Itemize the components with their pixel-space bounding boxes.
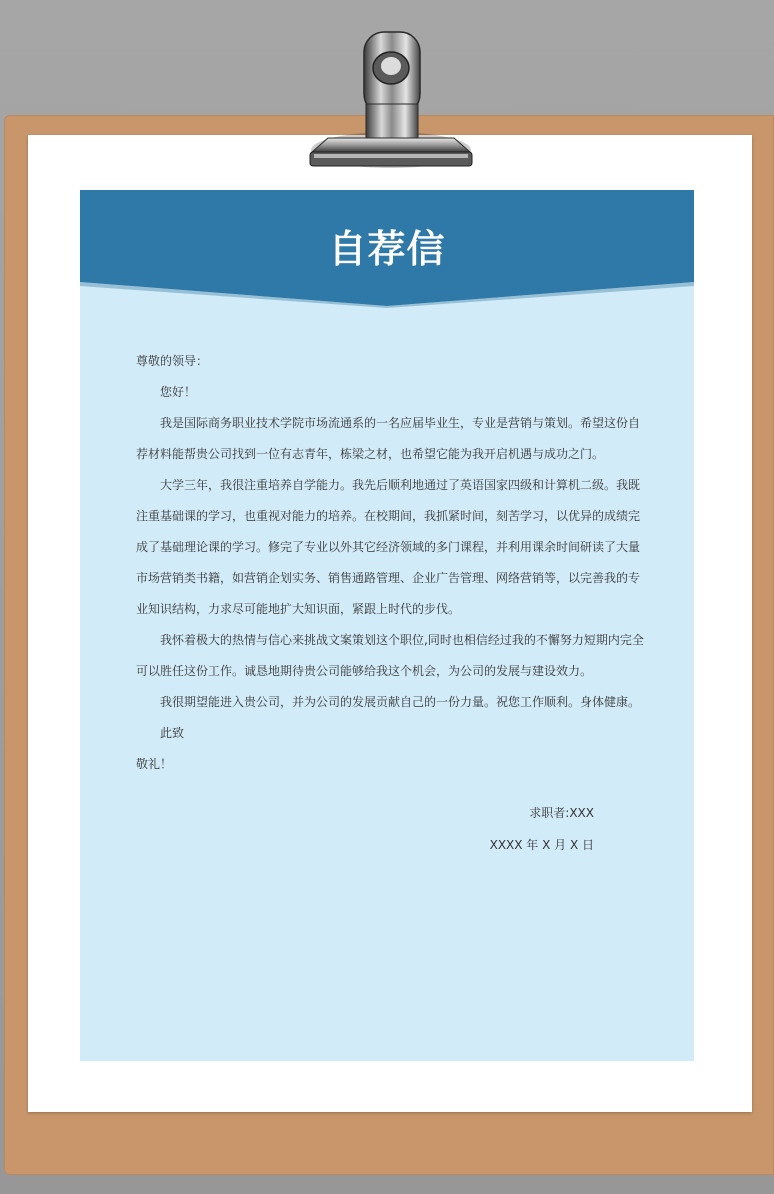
closing-2: 敬礼！ [136, 757, 173, 771]
letter-title: 自荐信 [328, 227, 446, 271]
clipboard-board [4, 115, 774, 1175]
paper-sheet [28, 135, 752, 1112]
date: XXXX 年 X 月 X 日 [489, 838, 594, 852]
greeting: 您好！ [160, 385, 197, 399]
salutation: 尊敬的领导： [136, 354, 209, 368]
cover-letter [80, 190, 694, 1061]
binder-clip-icon [306, 28, 476, 176]
paragraph-1: 我是国际商务职业技术学院市场流通系的一名应届毕业生，专业是营销与策划。希望这份自荐材料能帮贵公司找到一位有志青年，栋梁之材，也希望它能为我开启机遇与成功之门。 [136, 416, 641, 461]
paragraph-3: 我怀着极大的热情与信心来挑战文案策划这个职位,同时也相信经过我的不懈努力短期内完全可以胜任这份工作。诚恳地期待贵公司能够给我这个机会，为公司的发展与建设效力。 [136, 633, 644, 678]
closing-1: 此致 [160, 726, 185, 740]
letter-body [136, 346, 646, 780]
signer: 求职者:XXX [529, 806, 594, 820]
paragraph-4: 我很期望能进入贵公司，并为公司的发展贡献自己的一份力量。祝您工作顺利。身体健康。 [160, 695, 641, 709]
paragraph-2: 大学三年，我很注重培养自学能力。我先后顺利地通过了英语国家四级和计算机二级。我既注重基础课的学习，也重视对能力的培养。在校期间，我抓紧时间，刻苦学习，以优异的成绩完成了基础理论课的学习。修完了专业以外其它经济领域的多门课程，并利用课余时间研读了大量市场营销类书籍，如营销企划实务、销售通路管理、企业广告管理、网络营销等，以完善我的专业知识结构，力求尽可能地扩大知识面，紧跟上时代的步伐。 [136, 478, 641, 616]
